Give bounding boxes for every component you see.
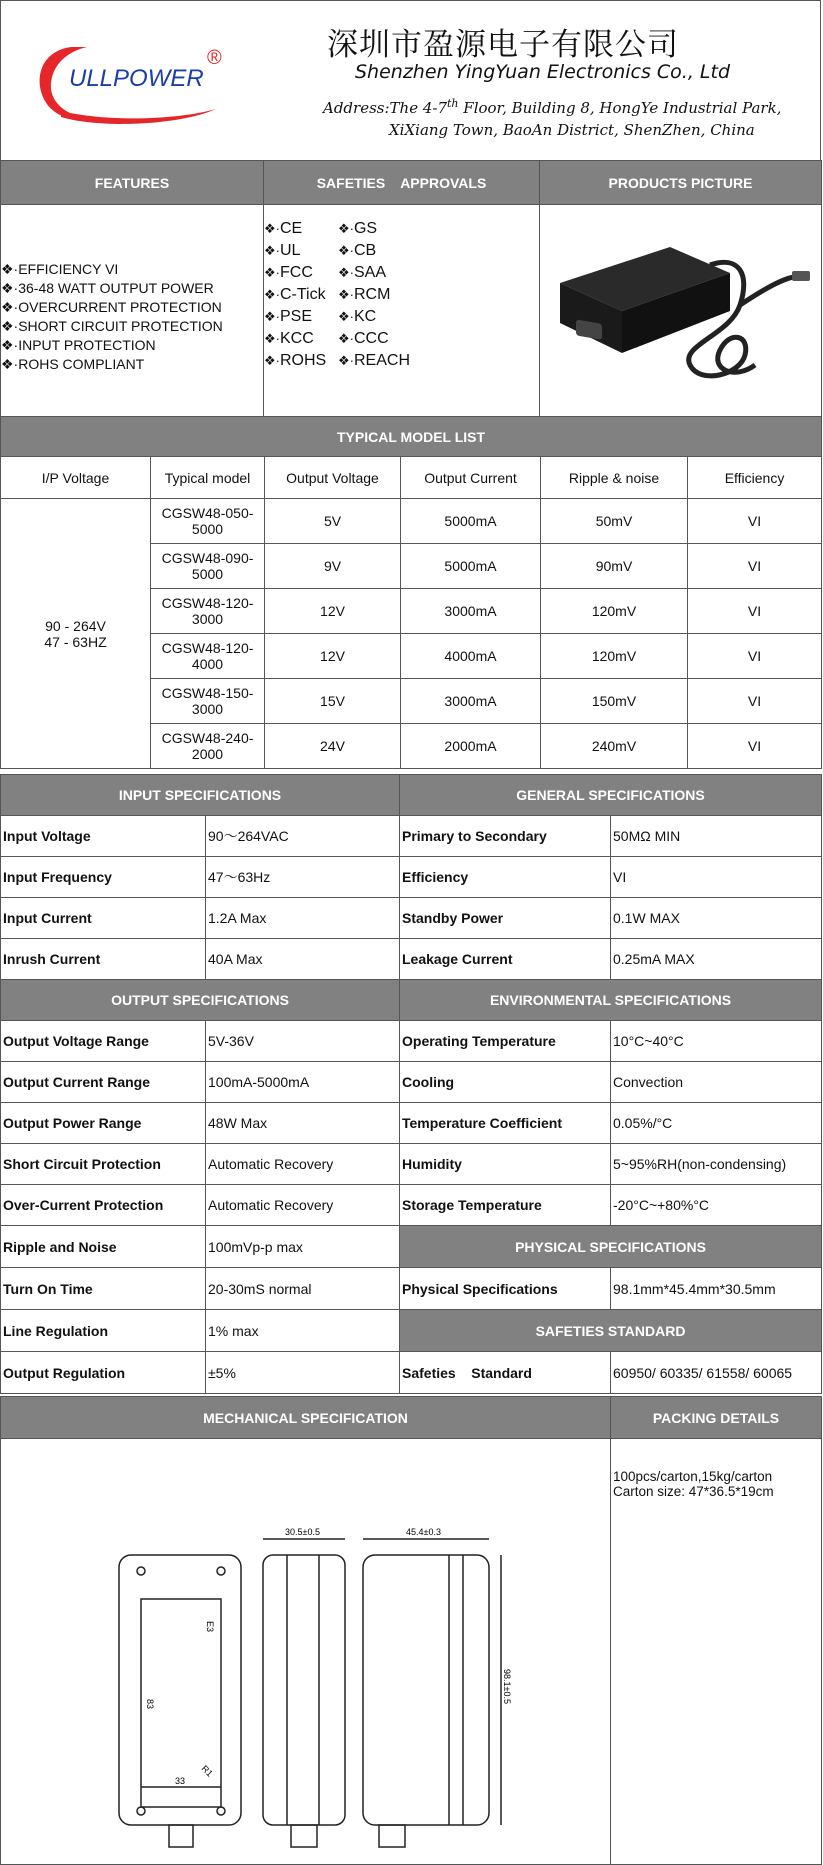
- spec-label: Input Frequency: [1, 857, 206, 898]
- dim-d: R1: [199, 1763, 215, 1779]
- safety-item: ❖· RCM: [338, 285, 428, 305]
- mechanical-drawing-cell: [1, 1439, 611, 1865]
- products-header: PRODUCTS PICTURE: [540, 161, 822, 205]
- typical-model-list-header: TYPICAL MODEL LIST: [1, 417, 822, 457]
- current-cell: 3000mA: [401, 679, 541, 724]
- spec-label: Output Current Range: [1, 1062, 206, 1103]
- spec-value: 100mA-5000mA: [206, 1062, 400, 1103]
- feature-item: ❖· 36-48 WATT OUTPUT POWER: [1, 279, 263, 298]
- spec-label: Output Voltage Range: [1, 1021, 206, 1062]
- ripple-cell: 120mV: [541, 589, 688, 634]
- spec-value: 48W Max: [206, 1103, 400, 1144]
- safety-item: ❖· PSE: [264, 307, 338, 327]
- dim-length: 98.1±0.5: [502, 1669, 512, 1704]
- ip-voltage-line-1: 90 - 264V: [45, 617, 106, 634]
- spec-value: 98.1mm*45.4mm*30.5mm: [611, 1268, 822, 1310]
- ip-voltage-line-2: 47 - 63HZ: [44, 633, 107, 650]
- col-header: I/P Voltage: [1, 457, 151, 499]
- spec-value: -20°C~+80%°C: [611, 1185, 822, 1226]
- spec-value: 10°C~40°C: [611, 1021, 822, 1062]
- safeties-list: [264, 219, 539, 371]
- environmental-specs-header: ENVIRONMENTAL SPECIFICATIONS: [400, 980, 822, 1021]
- spec-value: VI: [611, 857, 822, 898]
- spec-value: 5V-36V: [206, 1021, 400, 1062]
- spec-label: Temperature Coefficient: [400, 1103, 611, 1144]
- spec-value: Automatic Recovery: [206, 1185, 400, 1226]
- packing-line-1: 100pcs/carton,15kg/carton: [613, 1469, 773, 1484]
- spec-label: Output Regulation: [1, 1352, 206, 1394]
- efficiency-cell: VI: [688, 544, 822, 589]
- specifications-table: [0, 774, 822, 1394]
- dim-a: 83: [145, 1699, 155, 1710]
- spec-value: 5~95%RH(non-condensing): [611, 1144, 822, 1185]
- current-cell: 5000mA: [401, 544, 541, 589]
- spec-label: Input Voltage: [1, 816, 206, 857]
- spec-value: 20-30mS normal: [206, 1268, 400, 1310]
- spec-label: Over-Current Protection: [1, 1185, 206, 1226]
- spec-value: ±5%: [206, 1352, 400, 1394]
- efficiency-cell: VI: [688, 724, 822, 769]
- features-list: [1, 260, 263, 374]
- col-header: Output Current: [401, 457, 541, 499]
- col-header: Typical model: [151, 457, 265, 499]
- spec-value: 0.25mA MAX: [611, 939, 822, 980]
- model-cell: CGSW48-240-2000: [151, 724, 265, 769]
- address-part-b: Floor, Building 8, HongYe Industrial Park,: [458, 99, 782, 117]
- current-cell: 2000mA: [401, 724, 541, 769]
- ripple-cell: 240mV: [541, 724, 688, 769]
- spec-label: Leakage Current: [400, 939, 611, 980]
- safety-item: ❖· KCC: [264, 329, 338, 349]
- company-header: [0, 0, 821, 160]
- spec-label: Standby Power: [400, 898, 611, 939]
- model-cell: CGSW48-120-3000: [151, 589, 265, 634]
- safety-item: ❖· REACH: [338, 351, 428, 371]
- ripple-cell: 150mV: [541, 679, 688, 724]
- current-cell: 4000mA: [401, 634, 541, 679]
- overview-table: [0, 160, 822, 417]
- ip-voltage-cell: [1, 499, 151, 769]
- spec-label: Input Current: [1, 898, 206, 939]
- feature-item: ❖· OVERCURRENT PROTECTION: [1, 298, 263, 317]
- address-part-a: Address:The 4-7: [323, 99, 447, 117]
- spec-value: 1% max: [206, 1310, 400, 1352]
- safeties-standard-header: SAFETIES STANDARD: [400, 1310, 822, 1352]
- spec-label: Safeties Standard: [400, 1352, 611, 1394]
- features-header: FEATURES: [1, 161, 264, 205]
- spec-value: 60950/ 60335/ 61558/ 60065: [611, 1352, 822, 1394]
- mechanical-drawing: [1, 1439, 609, 1863]
- general-specs-header: GENERAL SPECIFICATIONS: [400, 775, 822, 816]
- spec-label: Line Regulation: [1, 1310, 206, 1352]
- safeties-header: SAFETIES APPROVALS: [264, 161, 540, 205]
- voltage-cell: 5V: [265, 499, 401, 544]
- spec-label: Primary to Secondary: [400, 816, 611, 857]
- product-picture-cell: [540, 205, 822, 417]
- efficiency-cell: VI: [688, 589, 822, 634]
- safety-item: ❖· C-Tick: [264, 285, 338, 305]
- spec-label: Physical Specifications: [400, 1268, 611, 1310]
- spec-label: Storage Temperature: [400, 1185, 611, 1226]
- efficiency-cell: VI: [688, 634, 822, 679]
- safety-item: ❖· UL: [264, 241, 338, 261]
- spec-value: 100mVp-p max: [206, 1226, 400, 1268]
- model-cell: CGSW48-150-3000: [151, 679, 265, 724]
- packing-header: PACKING DETAILS: [611, 1397, 822, 1439]
- features-cell: [1, 205, 264, 417]
- spec-label: Efficiency: [400, 857, 611, 898]
- col-header: Output Voltage: [265, 457, 401, 499]
- safety-item: ❖· KC: [338, 307, 428, 327]
- company-name-cn: 深圳市盈源电子有限公司: [327, 27, 679, 63]
- spec-label: Cooling: [400, 1062, 611, 1103]
- spec-value: Convection: [611, 1062, 822, 1103]
- spec-value: 1.2A Max: [206, 898, 400, 939]
- physical-specs-header: PHYSICAL SPECIFICATIONS: [400, 1226, 822, 1268]
- efficiency-cell: VI: [688, 499, 822, 544]
- model-cell: CGSW48-050-5000: [151, 499, 265, 544]
- dim-width: 45.4±0.3: [406, 1527, 441, 1537]
- mechanical-header: MECHANICAL SPECIFICATION: [1, 1397, 611, 1439]
- spec-label: Operating Temperature: [400, 1021, 611, 1062]
- spec-value: 40A Max: [206, 939, 400, 980]
- address-line-1: [323, 97, 781, 117]
- safety-item: ❖· FCC: [264, 263, 338, 283]
- spec-value: 90～264VAC: [206, 816, 400, 857]
- model-cell: CGSW48-090-5000: [151, 544, 265, 589]
- company-name-en: Shenzhen YingYuan Electronics Co., Ltd: [355, 61, 731, 83]
- packing-line-2: Carton size: 47*36.5*19cm: [613, 1484, 774, 1499]
- current-cell: 3000mA: [401, 589, 541, 634]
- safety-item: ❖· CE: [264, 219, 338, 239]
- dim-b: 33: [175, 1776, 186, 1786]
- model-table: [0, 416, 822, 769]
- safety-item: ❖· CCC: [338, 329, 428, 349]
- spec-value: 50MΩ MIN: [611, 816, 822, 857]
- safety-item: ❖· ROHS: [264, 351, 338, 371]
- spec-label: Turn On Time: [1, 1268, 206, 1310]
- current-cell: 5000mA: [401, 499, 541, 544]
- logo-text: ULLPOWER: [69, 65, 204, 92]
- feature-item: ❖· EFFICIENCY VI: [1, 260, 263, 279]
- spec-label: Output Power Range: [1, 1103, 206, 1144]
- spec-label: Short Circuit Protection: [1, 1144, 206, 1185]
- spec-value: 47～63Hz: [206, 857, 400, 898]
- dim-depth: 30.5±0.5: [285, 1527, 320, 1537]
- voltage-cell: 12V: [265, 589, 401, 634]
- feature-item: ❖· INPUT PROTECTION: [1, 336, 263, 355]
- safety-item: ❖· SAA: [338, 263, 428, 283]
- input-specs-header: INPUT SPECIFICATIONS: [1, 775, 400, 816]
- spec-label: Humidity: [400, 1144, 611, 1185]
- spec-value: 0.05%/°C: [611, 1103, 822, 1144]
- voltage-cell: 9V: [265, 544, 401, 589]
- efficiency-cell: VI: [688, 679, 822, 724]
- mechanical-table: [0, 1396, 822, 1865]
- company-logo: [31, 39, 231, 129]
- spec-value: Automatic Recovery: [206, 1144, 400, 1185]
- voltage-cell: 15V: [265, 679, 401, 724]
- output-specs-header: OUTPUT SPECIFICATIONS: [1, 980, 400, 1021]
- col-header: Ripple & noise: [541, 457, 688, 499]
- feature-item: ❖· ROHS COMPLIANT: [1, 355, 263, 374]
- col-header: Efficiency: [688, 457, 822, 499]
- dim-c: E3: [205, 1621, 215, 1633]
- address-superscript: th: [447, 97, 459, 110]
- safety-item: ❖· GS: [338, 219, 428, 239]
- safeties-cell: [264, 205, 540, 417]
- safety-item: ❖· CB: [338, 241, 428, 261]
- ripple-cell: 120mV: [541, 634, 688, 679]
- logo-registered-mark: ®: [207, 47, 222, 69]
- voltage-cell: 24V: [265, 724, 401, 769]
- power-adapter-image: [540, 205, 818, 413]
- model-cell: CGSW48-120-4000: [151, 634, 265, 679]
- ripple-cell: 50mV: [541, 499, 688, 544]
- spec-value: 0.1W MAX: [611, 898, 822, 939]
- packing-cell: [611, 1439, 822, 1865]
- feature-item: ❖· SHORT CIRCUIT PROTECTION: [1, 317, 263, 336]
- voltage-cell: 12V: [265, 634, 401, 679]
- ripple-cell: 90mV: [541, 544, 688, 589]
- spec-label: Inrush Current: [1, 939, 206, 980]
- spec-label: Ripple and Noise: [1, 1226, 206, 1268]
- address-line-2: XiXiang Town, BaoAn District, ShenZhen, China: [389, 121, 755, 139]
